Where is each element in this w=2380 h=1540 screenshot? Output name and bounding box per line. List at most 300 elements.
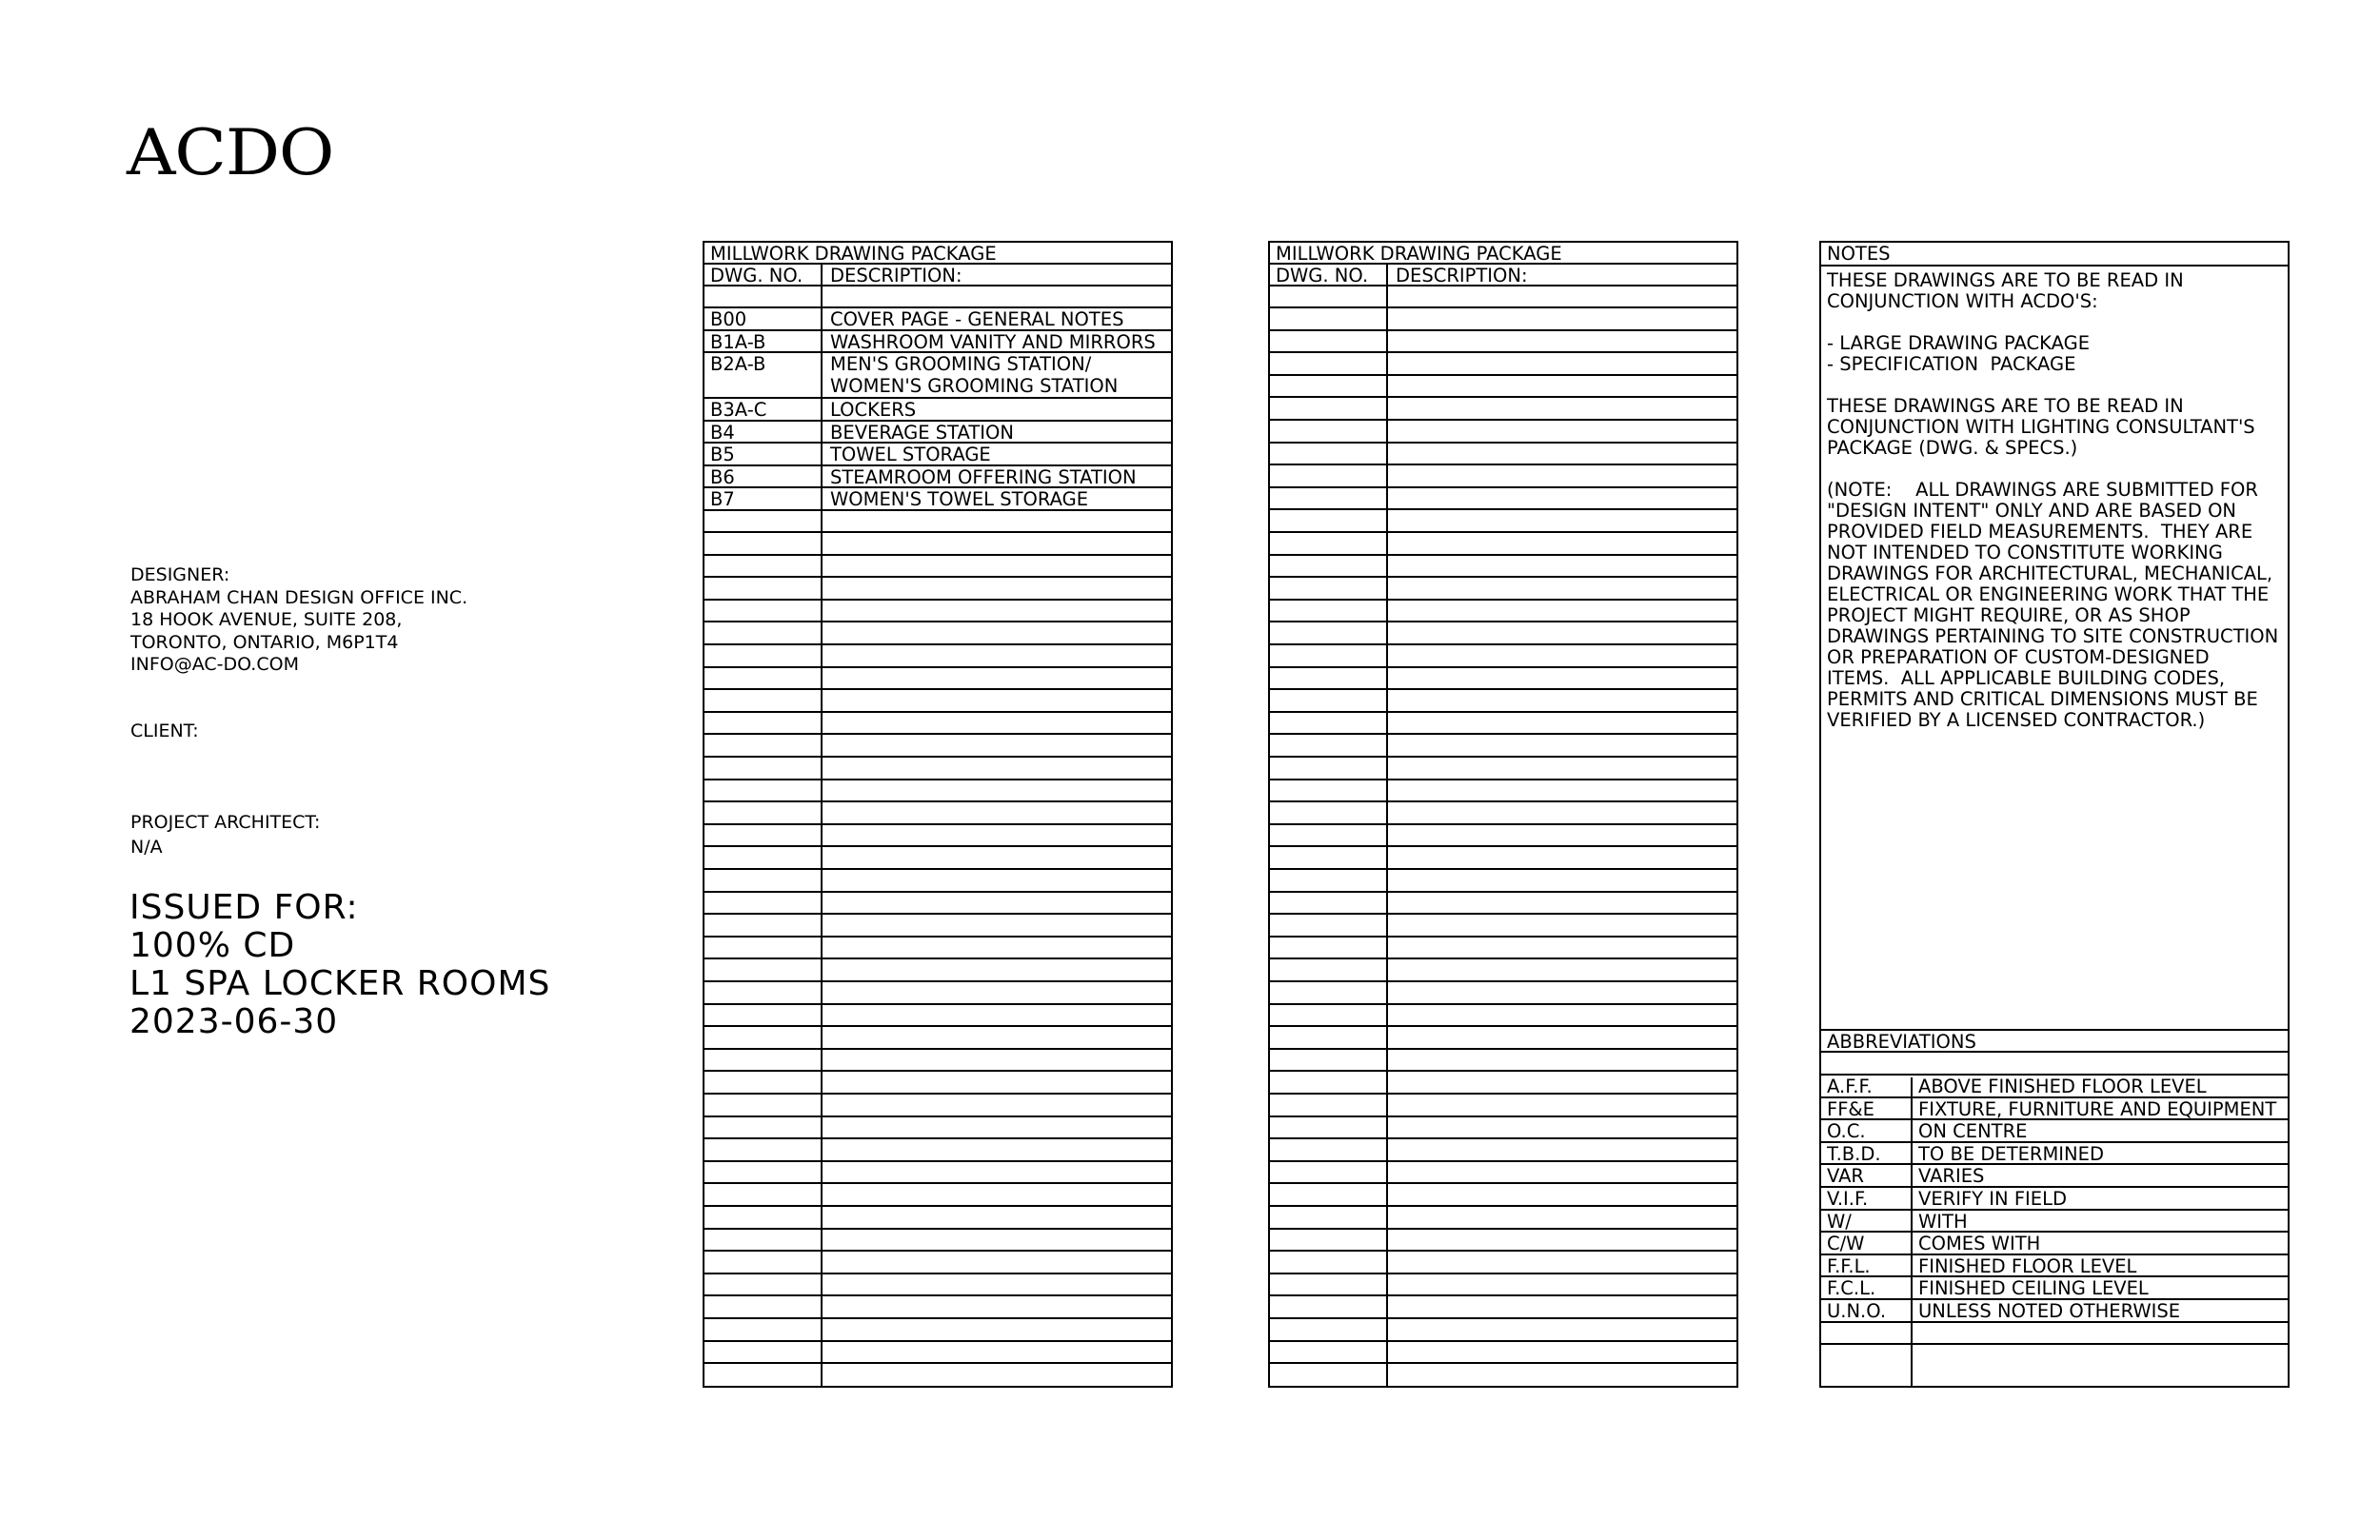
abbreviation-row — [1821, 1277, 2288, 1300]
abbreviation-row — [1821, 1188, 2288, 1211]
description-text: STEAMROOM OFFERING STATION — [830, 465, 1137, 486]
dwg-no-cell — [710, 623, 823, 644]
table-row — [704, 1364, 1171, 1387]
abbreviation-cell: FF&E — [1827, 1097, 1874, 1119]
description-cell — [1396, 1117, 1733, 1138]
description-cell — [1396, 758, 1733, 779]
description-cell — [830, 668, 1167, 689]
description-cell — [830, 982, 1167, 1003]
description-cell — [1396, 690, 1733, 711]
description-text: LOCKERS — [830, 399, 917, 420]
table-row — [704, 1207, 1171, 1230]
dwg-no-cell — [710, 1342, 823, 1363]
table-row — [1270, 668, 1736, 691]
description-cell — [830, 1319, 1167, 1340]
table-row — [1270, 690, 1736, 713]
abbreviation-meaning-cell — [1918, 1323, 2286, 1344]
table-row — [704, 825, 1171, 848]
notes-body — [1827, 270, 2280, 731]
description-cell — [1396, 959, 1733, 980]
notes-line: (NOTE: ALL DRAWINGS ARE SUBMITTED FOR — [1827, 479, 2258, 501]
table-row — [1270, 1027, 1736, 1050]
description-cell — [1396, 533, 1733, 554]
table-row — [1270, 331, 1736, 354]
dwg-no-cell — [1276, 533, 1388, 554]
description-text: DESCRIPTION: — [1396, 265, 1528, 285]
description-cell — [830, 578, 1167, 599]
description-cell — [830, 308, 1167, 329]
notes-line: VERIFIED BY A LICENSED CONTRACTOR.) — [1827, 709, 2206, 731]
table-row — [704, 422, 1171, 444]
description-cell — [1396, 1296, 1733, 1317]
abbreviation-cell: T.B.D. — [1827, 1142, 1881, 1164]
description-cell — [830, 556, 1167, 577]
table-row — [1270, 533, 1736, 556]
abbreviation-cell: F.F.L. — [1827, 1254, 1871, 1276]
dwg-no-cell — [710, 982, 823, 1003]
table-row — [1270, 1050, 1736, 1073]
architect-block — [130, 810, 320, 859]
dwg-no-cell — [1276, 601, 1388, 622]
abbreviation-cell: A.F.F. — [1827, 1076, 1873, 1096]
description-cell — [1396, 1252, 1733, 1273]
table-row — [1270, 444, 1736, 466]
abbreviation-row — [1821, 1323, 2288, 1346]
description-cell — [1396, 1095, 1733, 1116]
dwg-no-cell — [710, 1050, 823, 1071]
description-cell — [830, 1027, 1167, 1048]
dwg-no-cell — [1276, 690, 1388, 711]
description-cell — [1396, 893, 1733, 914]
abbreviation-cell: W/ — [1827, 1210, 1852, 1232]
table-row — [704, 915, 1171, 938]
description-cell — [1396, 938, 1733, 958]
table-row — [704, 870, 1171, 893]
table-row — [704, 1073, 1171, 1096]
table-row — [1270, 286, 1736, 308]
table-row — [704, 1319, 1171, 1342]
dwg-no-cell — [710, 488, 823, 509]
dwg-no-cell — [1276, 1207, 1388, 1228]
dwg-no-cell — [1276, 915, 1388, 936]
description-cell — [830, 533, 1167, 554]
table-row — [1270, 645, 1736, 668]
description-cell — [1396, 713, 1733, 734]
dwg-no-cell — [1276, 758, 1388, 779]
table-row — [1270, 870, 1736, 893]
dwg-no-cell — [710, 960, 823, 981]
dwg-no-cell — [1276, 893, 1388, 914]
dwg-no-text: B4 — [710, 421, 735, 442]
table-row — [1270, 959, 1736, 982]
description-cell — [830, 286, 1167, 306]
table-title-text: MILLWORK DRAWING PACKAGE — [1276, 243, 1562, 263]
abbreviation-meaning-cell: ON CENTRE — [1918, 1120, 2028, 1141]
description-cell — [1396, 601, 1733, 622]
table-row — [704, 1185, 1171, 1208]
dwg-no-cell — [1276, 1139, 1388, 1160]
description-cell — [1396, 465, 1733, 486]
dwg-no-cell — [1276, 780, 1388, 801]
abbreviations-table — [1819, 1029, 2290, 1388]
description-cell — [830, 825, 1167, 846]
dwg-no-cell — [1276, 1005, 1388, 1026]
table-row — [1270, 510, 1736, 533]
dwg-no-cell — [1276, 938, 1388, 958]
notes-line: NOT INTENDED TO CONSTITUTE WORKING — [1827, 542, 2223, 563]
issued-line: L1 SPA LOCKER ROOMS — [129, 964, 551, 1003]
table-row — [1270, 622, 1736, 645]
table-row — [704, 243, 1171, 265]
description-cell — [1396, 421, 1733, 442]
description-text: BEVERAGE STATION — [830, 421, 1014, 442]
dwg-no-cell — [1276, 668, 1388, 689]
description-cell — [1396, 308, 1733, 329]
table-row — [704, 511, 1171, 534]
drawing-package-table-2 — [1268, 241, 1738, 1388]
abbreviation-cell — [1827, 1323, 1909, 1344]
notes-line: PROVIDED FIELD MEASUREMENTS. THEY ARE — [1827, 521, 2253, 543]
notes-line: ELECTRICAL OR ENGINEERING WORK THAT THE — [1827, 583, 2270, 605]
description-cell — [1396, 353, 1733, 374]
description-text: WOMEN'S GROOMING STATION — [830, 375, 1119, 397]
table-row — [1270, 1095, 1736, 1117]
dwg-no-cell — [710, 645, 823, 666]
abbreviation-meaning-cell: TO BE DETERMINED — [1918, 1142, 2104, 1164]
description-cell — [830, 645, 1167, 666]
column-divider — [821, 265, 823, 1386]
dwg-no-cell — [1276, 1319, 1388, 1340]
description-cell — [1396, 398, 1733, 419]
table-row — [704, 960, 1171, 983]
dwg-no-cell — [1276, 510, 1388, 531]
description-text: TOWEL STORAGE — [830, 444, 991, 464]
abbreviation-row — [1821, 1345, 2288, 1368]
dwg-no-cell — [710, 556, 823, 577]
notes-line: OR PREPARATION OF CUSTOM-DESIGNED — [1827, 646, 2210, 668]
abbreviation-row — [1821, 1076, 2288, 1098]
abbreviation-row — [1821, 1031, 2288, 1053]
table-row — [1270, 578, 1736, 601]
description-cell — [1396, 825, 1733, 846]
description-cell — [1396, 1364, 1733, 1387]
abbreviation-row — [1821, 1053, 2288, 1076]
dwg-no-text: B5 — [710, 444, 735, 464]
dwg-no-cell — [1276, 398, 1388, 419]
dwg-no-cell — [710, 758, 823, 779]
dwg-no-cell — [710, 353, 823, 397]
table-row — [1270, 713, 1736, 736]
dwg-no-cell — [1276, 376, 1388, 397]
table-row — [1270, 1342, 1736, 1365]
paragraph-gap — [1827, 312, 2280, 333]
abbreviation-row — [1821, 1165, 2288, 1188]
table-row — [1270, 1252, 1736, 1274]
abbreviation-cell: V.I.F. — [1827, 1188, 1869, 1209]
table-row — [704, 578, 1171, 601]
description-cell — [1396, 1342, 1733, 1363]
client-block — [130, 721, 199, 743]
dwg-no-cell — [710, 1095, 823, 1116]
architect-label: PROJECT ARCHITECT: — [130, 812, 321, 833]
description-cell — [830, 1117, 1167, 1138]
table-row — [704, 1342, 1171, 1365]
notes-line: - SPECIFICATION PACKAGE — [1827, 353, 2076, 375]
dwg-no-text: DWG. NO. — [1276, 265, 1369, 285]
table-row — [704, 533, 1171, 556]
dwg-no-cell — [1276, 465, 1388, 486]
description-cell — [1396, 578, 1733, 599]
abbreviation-row — [1821, 1143, 2288, 1166]
notes-line: PERMITS AND CRITICAL DIMENSIONS MUST BE — [1827, 688, 2258, 710]
table-row — [1270, 353, 1736, 376]
description-cell — [830, 1162, 1167, 1183]
description-cell — [830, 488, 1167, 509]
description-cell — [830, 780, 1167, 801]
notes-line: THESE DRAWINGS ARE TO BE READ IN — [1827, 395, 2184, 417]
dwg-no-cell — [1276, 713, 1388, 734]
dwg-no-cell — [710, 690, 823, 711]
abbreviation-row — [1821, 1098, 2288, 1121]
table-row — [704, 690, 1171, 713]
description-cell — [830, 1050, 1167, 1071]
designer-line: ABRAHAM CHAN DESIGN OFFICE INC. — [130, 586, 468, 608]
description-cell — [1396, 510, 1733, 531]
table-row — [1270, 398, 1736, 421]
issued-line: ISSUED FOR: — [129, 888, 359, 927]
table-row — [1270, 1207, 1736, 1230]
issued-line: 100% CD — [129, 926, 296, 965]
issued-line: 2023-06-30 — [129, 1002, 339, 1041]
table-row — [704, 1117, 1171, 1140]
dwg-no-cell — [1276, 308, 1388, 329]
dwg-no-cell — [1276, 959, 1388, 980]
dwg-no-cell — [710, 1005, 823, 1026]
dwg-no-cell — [710, 466, 823, 487]
description-cell — [1396, 802, 1733, 823]
dwg-no-cell — [1276, 1274, 1388, 1295]
description-cell — [1396, 1162, 1733, 1183]
table-row — [1270, 780, 1736, 803]
dwg-no-cell — [1276, 1342, 1388, 1363]
table-row — [704, 286, 1171, 308]
dwg-no-cell — [1276, 353, 1388, 374]
description-text: WOMEN'S TOWEL STORAGE — [830, 488, 1089, 509]
table-row — [704, 601, 1171, 623]
designer-line: TORONTO, ONTARIO, M6P1T4 — [130, 631, 399, 653]
description-cell — [830, 1095, 1167, 1116]
dwg-no-cell — [710, 1364, 823, 1387]
description-cell — [1396, 488, 1733, 509]
table-row — [1270, 758, 1736, 780]
abbreviation-cell: F.C.L. — [1827, 1277, 1876, 1298]
dwg-no-text: B2A-B — [710, 353, 766, 375]
description-cell — [830, 870, 1167, 891]
table-row — [704, 399, 1171, 422]
description-text: DESCRIPTION: — [830, 265, 962, 285]
description-cell — [1396, 915, 1733, 936]
description-cell — [1396, 982, 1733, 1003]
table-row — [704, 623, 1171, 646]
table-row — [704, 466, 1171, 489]
column-header-description — [1396, 265, 1733, 285]
table-row — [1270, 421, 1736, 444]
dwg-no-cell — [710, 1297, 823, 1318]
dwg-no-cell — [1276, 1230, 1388, 1251]
table-row — [704, 938, 1171, 960]
description-cell — [830, 353, 1167, 397]
table-row — [704, 780, 1171, 803]
table-row — [704, 802, 1171, 825]
notes-line: THESE DRAWINGS ARE TO BE READ IN — [1827, 269, 2184, 291]
dwg-no-cell — [710, 825, 823, 846]
description-text: MEN'S GROOMING STATION/ — [830, 353, 1092, 375]
dwg-no-text: B1A-B — [710, 330, 766, 351]
description-cell — [1396, 622, 1733, 643]
table-row — [1270, 1005, 1736, 1028]
abbreviation-row — [1821, 1255, 2288, 1278]
description-cell — [830, 915, 1167, 936]
description-cell — [1396, 1050, 1733, 1071]
dwg-no-cell — [710, 399, 823, 420]
dwg-no-cell — [1276, 1027, 1388, 1048]
table-row — [1270, 1139, 1736, 1162]
table-row — [704, 488, 1171, 511]
dwg-no-cell — [1276, 578, 1388, 599]
dwg-no-cell — [1276, 1296, 1388, 1317]
table-row — [1270, 601, 1736, 623]
table-title-text: MILLWORK DRAWING PACKAGE — [710, 243, 997, 263]
dwg-no-cell — [710, 1117, 823, 1138]
description-cell — [1396, 668, 1733, 689]
description-cell — [1396, 1319, 1733, 1340]
dwg-no-cell — [710, 1230, 823, 1251]
table-row — [704, 736, 1171, 759]
description-cell — [830, 758, 1167, 779]
dwg-no-cell — [1276, 421, 1388, 442]
dwg-no-cell — [710, 286, 823, 306]
notes-line: PACKAGE (DWG. & SPECS.) — [1827, 437, 2078, 459]
description-text: COVER PAGE - GENERAL NOTES — [830, 308, 1124, 329]
description-cell — [1396, 444, 1733, 464]
abbreviation-row — [1821, 1300, 2288, 1323]
description-cell — [830, 736, 1167, 757]
dwg-no-cell — [1276, 847, 1388, 868]
notes-line: CONJUNCTION WITH LIGHTING CONSULTANT'S — [1827, 416, 2255, 438]
table-row — [704, 668, 1171, 691]
description-cell — [830, 1185, 1167, 1206]
paragraph-gap — [1827, 375, 2280, 396]
dwg-no-cell — [1276, 645, 1388, 666]
dwg-no-cell — [710, 422, 823, 443]
dwg-no-cell — [1276, 1184, 1388, 1205]
table-row — [1270, 308, 1736, 331]
dwg-no-cell — [710, 1162, 823, 1183]
description-cell — [1396, 1184, 1733, 1205]
column-divider — [1386, 265, 1388, 1386]
dwg-no-cell — [1276, 1072, 1388, 1093]
table-row — [704, 331, 1171, 354]
table-title — [1276, 243, 1733, 263]
dwg-no-cell — [710, 1073, 823, 1094]
abbreviation-meaning-cell: UNLESS NOTED OTHERWISE — [1918, 1300, 2181, 1321]
table-row — [1270, 1364, 1736, 1387]
description-cell — [1396, 780, 1733, 801]
description-cell — [830, 1297, 1167, 1318]
dwg-no-cell — [710, 893, 823, 914]
designer-line: 18 HOOK AVENUE, SUITE 208, — [130, 609, 403, 630]
dwg-no-cell — [710, 736, 823, 757]
table-row — [1270, 376, 1736, 399]
dwg-no-cell — [710, 331, 823, 352]
table-row — [1270, 1319, 1736, 1342]
dwg-no-cell — [710, 1207, 823, 1228]
description-cell — [1396, 1274, 1733, 1295]
table-row — [704, 1139, 1171, 1162]
abbreviation-cell: VAR — [1827, 1165, 1864, 1186]
description-cell — [830, 1073, 1167, 1094]
table-row — [704, 1252, 1171, 1274]
abbreviation-cell — [1827, 1345, 1909, 1368]
dwg-no-text: B00 — [710, 308, 747, 329]
description-cell — [830, 1139, 1167, 1160]
dwg-no-cell — [1276, 488, 1388, 509]
dwg-no-cell — [710, 1185, 823, 1206]
description-cell — [830, 1207, 1167, 1228]
notes-line: "DESIGN INTENT" ONLY AND ARE BASED ON — [1827, 500, 2236, 522]
dwg-no-cell — [710, 578, 823, 599]
table-row — [1270, 1230, 1736, 1253]
table-row — [704, 556, 1171, 579]
notes-line: DRAWINGS PERTAINING TO SITE CONSTRUCTION — [1827, 625, 2279, 647]
table-row — [704, 893, 1171, 916]
table-row — [704, 1005, 1171, 1028]
table-row — [1270, 735, 1736, 758]
description-cell — [830, 1342, 1167, 1363]
description-cell — [830, 938, 1167, 958]
dwg-no-cell — [710, 1252, 823, 1273]
dwg-no-cell — [710, 713, 823, 734]
company-logo: ACDO — [127, 116, 334, 189]
description-cell — [830, 399, 1167, 420]
description-cell — [1396, 1005, 1733, 1026]
dwg-no-text: DWG. NO. — [710, 265, 803, 285]
table-row — [704, 1050, 1171, 1073]
abbreviation-meaning-cell: VARIES — [1918, 1165, 1985, 1186]
designer-block — [130, 564, 467, 677]
abbreviation-cell — [1827, 1053, 1909, 1074]
abbreviation-row — [1821, 1211, 2288, 1234]
notes-line: PROJECT MIGHT REQUIRE, OR AS SHOP — [1827, 604, 2191, 626]
table-row — [1270, 1072, 1736, 1095]
abbreviation-column-divider — [1911, 1077, 1913, 1386]
description-cell — [830, 848, 1167, 869]
abbreviation-meaning-cell: VERIFY IN FIELD — [1918, 1188, 2067, 1209]
description-cell — [830, 422, 1167, 443]
description-cell — [1396, 286, 1733, 306]
designer-line: INFO@AC-DO.COM — [130, 654, 299, 675]
dwg-no-cell — [710, 1139, 823, 1160]
notes-divider — [1821, 265, 2288, 267]
description-cell — [830, 893, 1167, 914]
dwg-no-cell — [1276, 1095, 1388, 1116]
notes-line: - LARGE DRAWING PACKAGE — [1827, 332, 2091, 354]
description-cell — [830, 1230, 1167, 1251]
table-row — [704, 308, 1171, 331]
abbreviation-meaning-cell: FIXTURE, FURNITURE AND EQUIPMENT — [1918, 1097, 2277, 1119]
description-cell — [1396, 735, 1733, 756]
dwg-no-text: B3A-C — [710, 399, 767, 420]
